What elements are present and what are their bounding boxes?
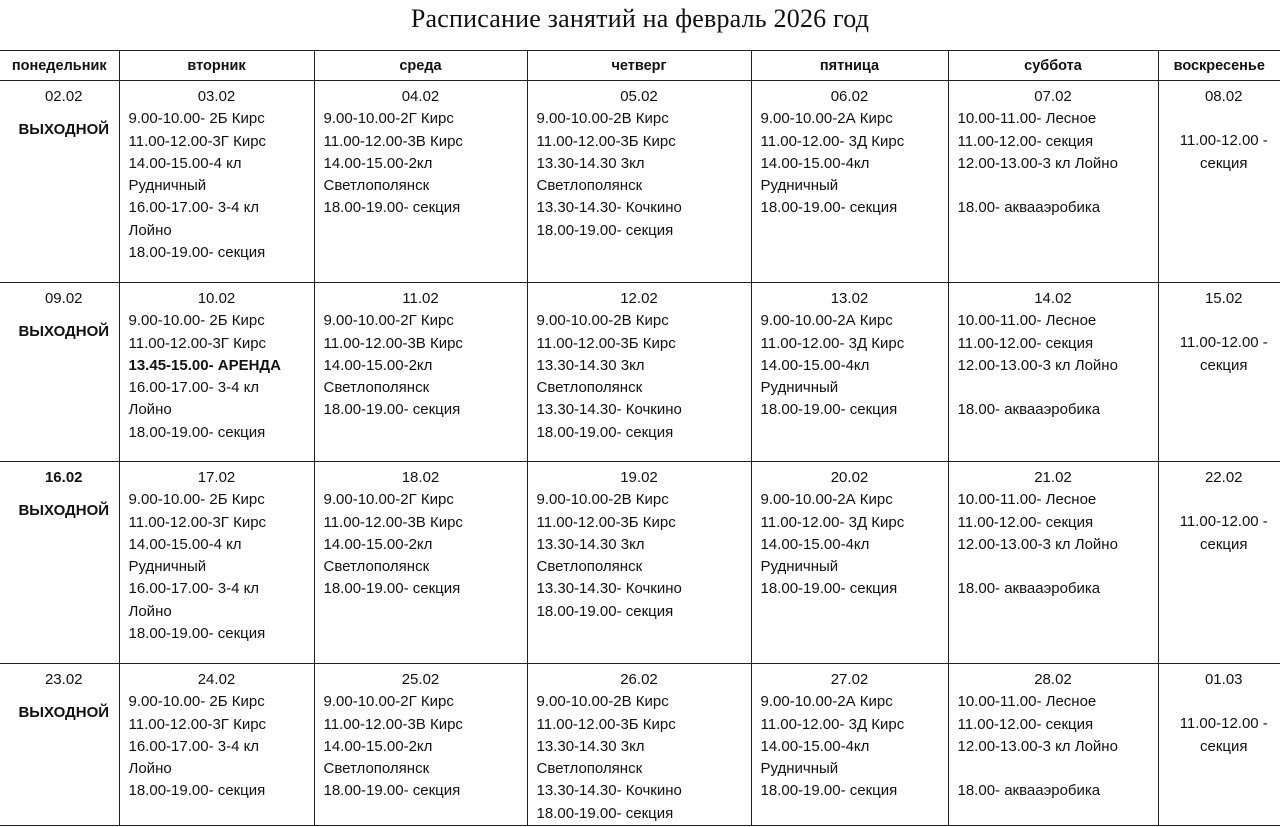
schedule-entry: 11.00-12.00-3Г Кирс [128,715,267,733]
schedule-entry: 10.00-11.00- Лесное [957,693,1097,711]
cell-thursday [527,462,751,664]
schedule-entry: 11.00-12.00 - [1179,132,1268,150]
schedule-entry: 13.30-14.30- Кочкино [536,401,682,419]
date-label: 12.02 [620,290,658,307]
schedule-entry: 11.00-12.00- 3Д Кирс [760,715,905,733]
date-label: 02.02 [44,88,83,105]
date-label: 16.02 [44,469,83,486]
date-label: 06.02 [830,88,869,105]
schedule-entry: Светлополянск [323,558,430,576]
schedule-entry: 14.00-15.00-4кл [760,737,870,755]
schedule-entry: Светлополянск [323,379,430,397]
week-row [0,664,1280,826]
schedule-entry: секция [1200,356,1248,374]
cell-monday [0,283,119,462]
header-saturday: суббота [948,51,1158,81]
cell-wednesday [314,283,527,462]
cell-saturday [948,81,1158,283]
schedule-entry: 11.00-12.00- секция [957,715,1094,733]
date-label: 01.03 [1204,671,1243,688]
cell-monday [0,81,119,283]
spacer [1168,691,1280,713]
schedule-entry: 16.00-17.00- 3-4 кл [128,737,260,755]
week-row [0,283,1280,462]
schedule-entry: 18.00-19.00- секция [760,199,898,217]
schedule-entry: 11.00-12.00 - [1179,715,1268,733]
schedule-entry: 14.00-15.00-4 кл [128,154,242,172]
schedule-entry: 11.00-12.00- секция [957,334,1094,352]
date-label: 23.02 [44,671,83,688]
cell-saturday [948,462,1158,664]
date-label: 08.02 [1204,88,1243,105]
cell-tuesday [119,283,314,462]
schedule-entry: 14.00-15.00-2кл [323,737,433,755]
schedule-entry: 11.00-12.00- 3Д Кирс [760,334,905,352]
schedule-entry: 11.00-12.00-3Б Кирс [536,334,676,352]
schedule-entry: Светлополянск [536,760,643,778]
week-row [0,81,1280,283]
schedule-entry: 9.00-10.00-2Г Кирс [323,693,454,711]
schedule-entry: 18.00- аквааэробика [957,401,1101,419]
cell-tuesday [119,664,314,826]
date-label: 17.02 [197,469,236,486]
schedule-entry: 9.00-10.00-2А Кирс [760,693,893,711]
schedule-entry: 14.00-15.00-2кл [323,535,433,553]
schedule-entry: 13.30-14.30 3кл [536,356,645,374]
schedule-entry: 14.00-15.00-4кл [760,535,870,553]
date-label: 03.02 [197,88,236,105]
date-label: 05.02 [620,88,658,105]
schedule-entry: Рудничный [760,760,839,778]
schedule-entry: 18.00-19.00- секция [323,401,461,419]
schedule-entry: 13.30-14.30- Кочкино [536,782,682,800]
schedule-entry: 18.00-19.00- секция [128,423,266,441]
schedule-entry: 9.00-10.00-2В Кирс [536,491,669,509]
schedule-entry: 13.45-15.00- АРЕНДА [128,356,281,374]
schedule-entry: 9.00-10.00-2В Кирс [536,312,669,330]
schedule-entry: 14.00-15.00-2кл [323,154,433,172]
spacer [1168,310,1280,332]
schedule-entry: Лойно [128,221,172,239]
schedule-entry: 13.30-14.30 3кл [536,535,645,553]
schedule-entry: 11.00-12.00- секция [957,513,1094,531]
date-label: 13.02 [830,290,869,307]
date-label: 26.02 [620,671,658,688]
schedule-entry: 11.00-12.00-3В Кирс [323,334,463,352]
spacer [1168,108,1280,130]
date-label: 22.02 [1204,469,1243,486]
cell-wednesday [314,81,527,283]
date-label: 19.02 [620,469,658,486]
schedule-entry: 9.00-10.00- 2Б Кирс [128,693,265,711]
day-off-label: ВЫХОДНОЙ [18,323,110,341]
schedule-entry: 11.00-12.00-3В Кирс [323,513,463,531]
schedule-entry: 18.00-19.00- секция [536,804,674,822]
date-label: 20.02 [830,469,869,486]
schedule-entry: Рудничный [128,558,207,576]
schedule-entry: 11.00-12.00-3В Кирс [323,715,463,733]
schedule-entry: 11.00-12.00-3Б Кирс [536,132,676,150]
schedule-entry: Светлополянск [536,379,643,397]
schedule-entry: Лойно [128,760,172,778]
date-label: 10.02 [197,290,236,307]
schedule-entry: 9.00-10.00- 2Б Кирс [128,312,265,330]
date-label: 14.02 [1034,290,1072,307]
cell-friday [751,462,948,664]
schedule-entry: 14.00-15.00-4кл [760,154,870,172]
schedule-entry: 13.30-14.30 3кл [536,737,645,755]
schedule-entry: Рудничный [760,177,839,195]
schedule-entry: Рудничный [760,379,839,397]
schedule-entry: 9.00-10.00-2Г Кирс [323,312,454,330]
day-off-label: ВЫХОДНОЙ [18,704,110,722]
schedule-entry: 18.00- аквааэробика [957,199,1101,217]
day-off-label: ВЫХОДНОЙ [18,502,110,520]
schedule-entry: 11.00-12.00 - [1179,334,1268,352]
schedule-entry: 9.00-10.00-2А Кирс [760,110,893,128]
cell-sunday [1158,81,1280,283]
schedule-entry: 9.00-10.00-2Г Кирс [323,491,454,509]
schedule-entry: 16.00-17.00- 3-4 кл [128,199,260,217]
schedule-entry: Рудничный [760,558,839,576]
schedule-entry: 18.00-19.00- секция [760,782,898,800]
schedule-entry: 18.00-19.00- секция [760,401,898,419]
day-off-label: ВЫХОДНОЙ [18,121,110,139]
date-label: 11.02 [402,290,439,307]
schedule-entry: 18.00-19.00- секция [128,244,266,262]
cell-thursday [527,81,751,283]
cell-thursday [527,283,751,462]
schedule-entry: 11.00-12.00-3Б Кирс [536,513,676,531]
schedule-entry: 11.00-12.00 - [1179,513,1268,531]
schedule-entry: 9.00-10.00-2А Кирс [760,491,893,509]
cell-friday [751,81,948,283]
schedule-entry: Светлополянск [323,760,430,778]
date-label: 18.02 [401,469,440,486]
schedule-entry: 18.00-19.00- секция [128,625,266,643]
schedule-entry: 10.00-11.00- Лесное [957,312,1097,330]
schedule-entry: 18.00- аквааэробика [957,782,1101,800]
schedule-entry: 9.00-10.00-2В Кирс [536,110,669,128]
schedule-entry: 12.00-13.00-3 кл Лойно [957,535,1118,553]
date-label: 15.02 [1204,290,1243,307]
cell-saturday [948,664,1158,826]
schedule-entry: 18.00- аквааэробика [957,580,1101,598]
schedule-entry: секция [1200,535,1248,553]
cell-wednesday [314,462,527,664]
schedule-entry: Лойно [128,602,172,620]
schedule-entry: 14.00-15.00-4 кл [128,535,242,553]
schedule-entry: 11.00-12.00-3В Кирс [323,132,463,150]
schedule-entry: 11.00-12.00-3Г Кирс [128,132,267,150]
schedule-entry: 18.00-19.00- секция [536,221,674,239]
schedule-entry: 9.00-10.00- 2Б Кирс [128,110,265,128]
header-friday: пятница [751,51,948,81]
schedule-entry [958,556,1158,578]
cell-thursday [527,664,751,826]
schedule-entry: 12.00-13.00-3 кл Лойно [957,356,1118,374]
header-monday: понедельник [0,51,119,81]
header-thursday: четверг [527,51,751,81]
schedule-entry: 16.00-17.00- 3-4 кл [128,580,260,598]
header-sunday: воскресенье [1158,51,1280,81]
schedule-entry: 9.00-10.00-2А Кирс [760,312,893,330]
cell-sunday [1158,462,1280,664]
schedule-entry: Светлополянск [323,177,430,195]
schedule-entry: 18.00-19.00- секция [323,580,461,598]
schedule-entry: 18.00-19.00- секция [323,782,461,800]
date-label: 04.02 [401,88,440,105]
cell-monday [0,664,119,826]
schedule-entry: 13.30-14.30 3кл [536,154,645,172]
header-row [0,51,1280,81]
cell-monday [0,462,119,664]
schedule-entry: 18.00-19.00- секция [760,580,898,598]
schedule-entry: 11.00-12.00- 3Д Кирс [760,132,905,150]
cell-tuesday [119,462,314,664]
schedule-entry: 12.00-13.00-3 кл Лойно [957,154,1118,172]
date-label: 09.02 [44,290,83,307]
schedule-table [0,50,1280,826]
schedule-entry: 14.00-15.00-2кл [323,356,433,374]
schedule-entry: 11.00-12.00-3Б Кирс [536,715,676,733]
cell-friday [751,664,948,826]
schedule-entry: 9.00-10.00- 2Б Кирс [128,491,265,509]
date-label: 07.02 [1034,88,1072,105]
schedule-entry: 10.00-11.00- Лесное [957,110,1097,128]
date-label: 27.02 [830,671,869,688]
page-title: Расписание занятий на февраль 2026 год [410,4,870,33]
date-label: 21.02 [1034,469,1072,486]
date-label: 28.02 [1034,671,1072,688]
schedule-entry [958,175,1158,197]
cell-sunday [1158,664,1280,826]
schedule-entry [958,377,1158,399]
schedule-entry: 10.00-11.00- Лесное [957,491,1097,509]
schedule-entry: 9.00-10.00-2Г Кирс [323,110,454,128]
schedule-entry: 18.00-19.00- секция [536,423,674,441]
schedule-entry: 12.00-13.00-3 кл Лойно [957,737,1118,755]
header-tuesday: вторник [119,51,314,81]
cell-friday [751,283,948,462]
schedule-entry: 18.00-19.00- секция [323,199,461,217]
week-row [0,462,1280,664]
schedule-entry: секция [1200,154,1248,172]
schedule-entry: 18.00-19.00- секция [536,602,674,620]
date-label: 25.02 [401,671,440,688]
cell-saturday [948,283,1158,462]
schedule-entry: Светлополянск [536,177,643,195]
spacer [1168,489,1280,511]
schedule-entry: Лойно [128,401,172,419]
date-label: 24.02 [197,671,236,688]
schedule-entry: 16.00-17.00- 3-4 кл [128,379,260,397]
schedule-entry [958,758,1158,780]
schedule-entry: 11.00-12.00-3Г Кирс [128,513,267,531]
schedule-entry: 13.30-14.30- Кочкино [536,199,682,217]
schedule-entry: Рудничный [128,177,207,195]
schedule-entry: Светлополянск [536,558,643,576]
schedule-entry: секция [1200,737,1248,755]
cell-sunday [1158,283,1280,462]
schedule-entry: 9.00-10.00-2В Кирс [536,693,669,711]
header-wednesday: среда [314,51,527,81]
cell-wednesday [314,664,527,826]
schedule-entry: 11.00-12.00- 3Д Кирс [760,513,905,531]
schedule-entry: 18.00-19.00- секция [128,782,266,800]
cell-tuesday [119,81,314,283]
schedule-entry: 11.00-12.00-3Г Кирс [128,334,267,352]
schedule-entry: 13.30-14.30- Кочкино [536,580,682,598]
schedule-entry: 14.00-15.00-4кл [760,356,870,374]
schedule-entry: 11.00-12.00- секция [957,132,1094,150]
